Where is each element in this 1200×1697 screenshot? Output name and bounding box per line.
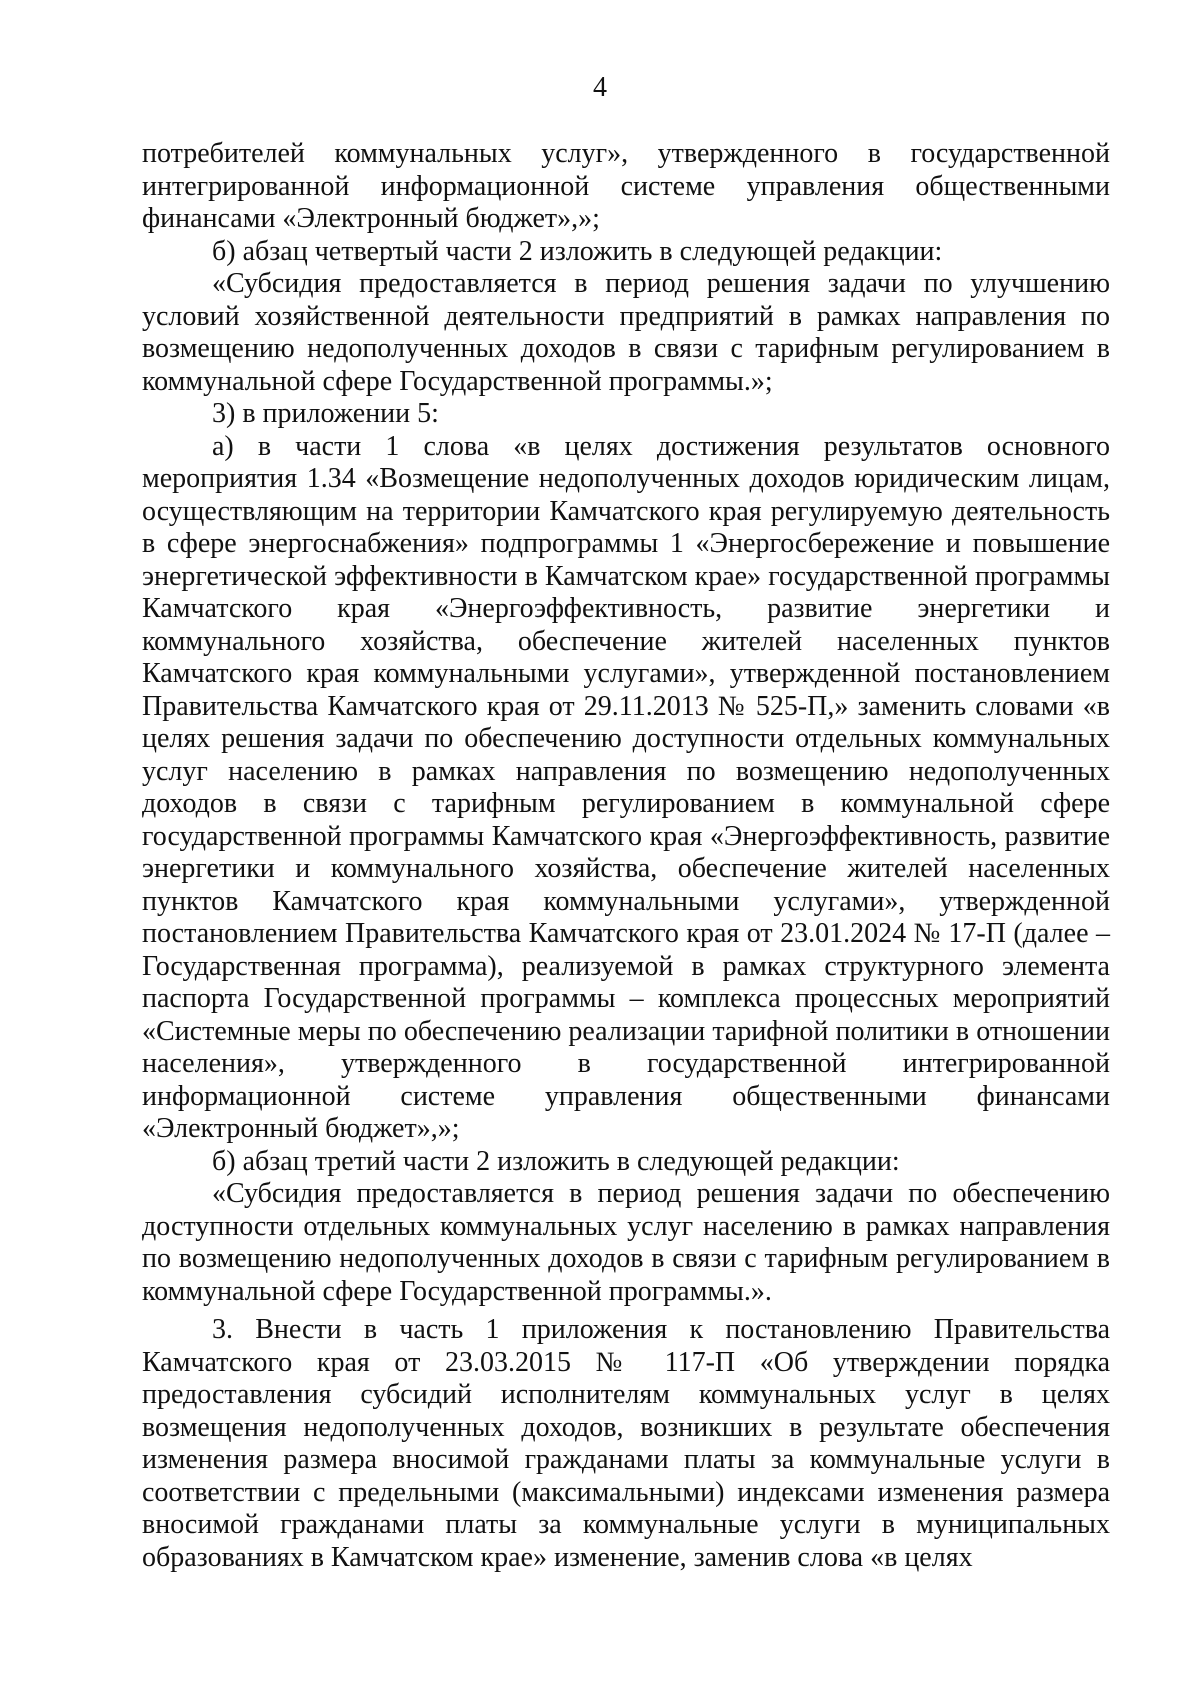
paragraph-item-a-part-1: а) в части 1 слова «в целях достижения результатов основного мероприятия 1.34 «Возмещение недополученных доходов юридическим лицам, осуществляющим на территории Камчатского края регулируемую деятельность в сфере энергоснабжения» подпрограммы 1 «Энергосбережение и повышение энергетической эффективности в Камчатском крае» государственной программы Камчатского края «Энергоэффективность, развитие энергетики и коммунального хозяйства, обеспечение жителей населенных пунктов Камчатского края коммунальными услугами», утвержденной постановлением Правительства Камчатского края от 29.11.2013 № 525-П,» заменить словами «в целях решения задачи по обеспечению доступности отдельных коммунальных услуг населению в рамках направления по возмещению недополученных доходов в связи с тарифным регулированием в коммунальной сфере государственной программы Камчатского края «Энергоэффективность, развитие энергетики и коммунального хозяйства, обеспечение жителей населенных пунктов Камчатского края коммунальными услугами», утвержденной постановлением Правительства Камчатского края от 23.01.2024 № 17-П (далее – Государственная программа), реализуемой в рамках структурного элемента паспорта Государственной программы – комплекса процессных мероприятий «Системные меры по обеспечению реализации тарифной политики в отношении населения», утвержденного в государственной интегрированной информационной системе управления общественными финансами «Электронный бюджет»,»; <box>142 430 1110 1144</box>
paragraph-item-3-appendix-5: 3) в приложении 5: <box>212 398 439 429</box>
document-body <box>142 138 1110 1574</box>
paragraph-item-b-third-abzac: б) абзац третий части 2 изложить в следующей редакции: <box>212 1145 900 1177</box>
paragraph-quote-subsidy-improvement: «Субсидия предоставляется в период решения задачи по улучшению условий хозяйственной деятельности предприятий в рамках направления по возмещению недополученных доходов в связи с тарифным регулированием в коммунальной сфере Государственной программы.»; <box>142 268 1110 397</box>
page-number: 4 <box>593 72 607 103</box>
paragraph-quote-subsidy-accessibility: «Субсидия предоставляется в период решения задачи по обеспечению доступности отдельных коммунальных услуг населению в рамках направления по возмещению недополученных доходов в связи с тарифным регулированием в коммунальной сфере Государственной программы.». <box>142 1178 1110 1307</box>
paragraph-item-b-fourth-abzac: б) абзац четвертый части 2 изложить в следующей редакции: <box>212 235 943 267</box>
paragraph-continuation: потребителей коммунальных услуг», утвержденного в государственной интегрированной информационной системе управления общественными финансами «Электронный бюджет»,»; <box>142 138 1110 234</box>
paragraph-section-3: 3. Внести в часть 1 приложения к постановлению Правительства Камчатского края от 23.03.2015 № 117-П «Об утверждении порядка предоставления субсидий исполнителям коммунальных услуг в целях возмещения недополученных доходов, возникших в результате обеспечения изменения размера вносимой гражданами платы за коммунальные услуги в соответствии с предельными (максимальными) индексами изменения размера вносимой гражданами платы за коммунальные услуги в муниципальных образованиях в Камчатском крае» изменение, заменив слова «в целях <box>142 1314 1110 1573</box>
